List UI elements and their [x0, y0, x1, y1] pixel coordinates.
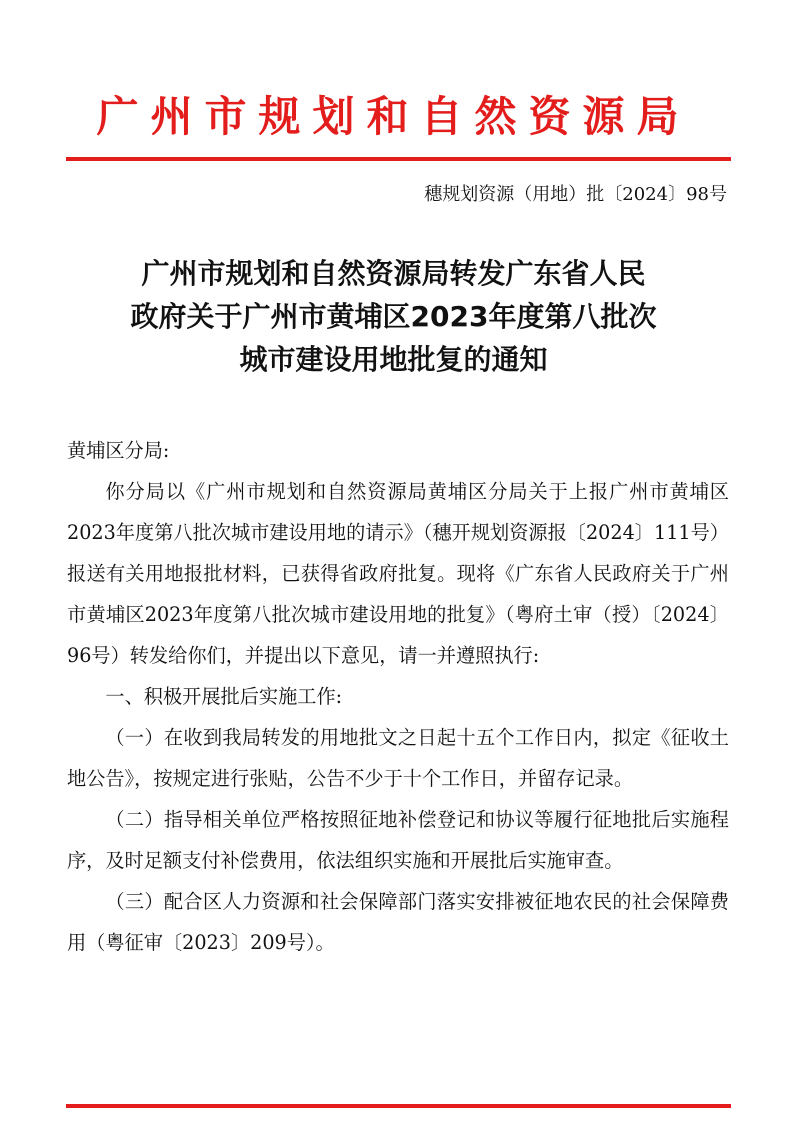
body-paragraph: （二）指导相关单位严格按照征地补偿登记和协议等履行征地批后实施程序，及时足额支付补偿费用，依法组织实施和开展批后实施审查。 — [67, 808, 729, 872]
document-title — [60, 252, 727, 381]
title-line: 城市建设用地批复的通知 — [239, 343, 548, 376]
section-heading: 一、积极开展批后实施工作: — [105, 685, 343, 708]
footer-divider — [66, 1104, 731, 1108]
salutation: 黄埔区分局: — [67, 439, 170, 462]
body-paragraph: （一）在收到我局转发的用地批文之日起十五个工作日内，拟定《征收土地公告》，按规定进行张贴，公告不少于十个工作日，并留存记录。 — [67, 726, 729, 790]
title-line: 政府关于广州市黄埔区2023年度第八批次 — [130, 300, 657, 333]
header-org-name: 广州市规划和自然资源局 — [96, 92, 691, 141]
body-paragraph: （三）配合区人力资源和社会保障部门落实安排被征地农民的社会保障费用（粤征审〔2023〕209号）。 — [67, 890, 729, 954]
body-paragraph: 你分局以《广州市规划和自然资源局黄埔区分局关于上报广州市黄埔区2023年度第八批次城市建设用地的请示》（穗开规划资源报〔2024〕111号）报送有关用地报批材料，已获得省政府批复。现将《广东省人民政府关于广州市黄埔区2023年度第八批次城市建设用地的批复》（粤府土审（授）〔2024〕96号）转发给你们，并提出以下意见，请一并遵照执行: — [67, 480, 729, 667]
header-divider — [66, 157, 731, 161]
title-line: 广州市规划和自然资源局转发广东省人民 — [141, 257, 646, 290]
document-body — [67, 430, 729, 963]
document-number: 穗规划资源（用地）批〔2024〕98号 — [424, 184, 727, 205]
